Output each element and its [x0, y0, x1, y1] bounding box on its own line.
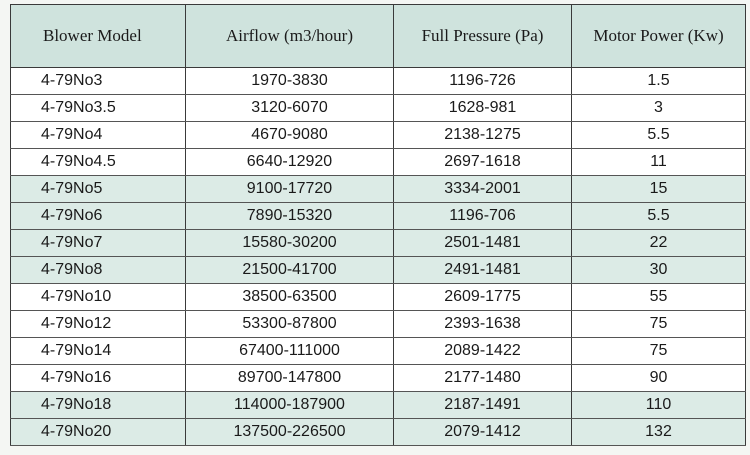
cell-motor-power: 1.5	[572, 68, 746, 95]
table-row	[11, 95, 746, 122]
cell-full-pressure: 2079-1412	[394, 419, 572, 446]
table-row	[11, 284, 746, 311]
cell-motor-power: 132	[572, 419, 746, 446]
cell-blower-model: 4-79No18	[11, 392, 186, 419]
cell-full-pressure: 1196-726	[394, 68, 572, 95]
cell-motor-power: 75	[572, 338, 746, 365]
table-row	[11, 392, 746, 419]
cell-airflow: 1970-3830	[186, 68, 394, 95]
cell-motor-power: 11	[572, 149, 746, 176]
header-row	[11, 5, 746, 68]
cell-motor-power: 75	[572, 311, 746, 338]
cell-blower-model: 4-79No10	[11, 284, 186, 311]
table-row	[11, 257, 746, 284]
cell-full-pressure: 2697-1618	[394, 149, 572, 176]
cell-airflow: 4670-9080	[186, 122, 394, 149]
cell-full-pressure: 2393-1638	[394, 311, 572, 338]
cell-airflow: 21500-41700	[186, 257, 394, 284]
cell-blower-model: 4-79No3	[11, 68, 186, 95]
header-airflow: Airflow (m3/hour)	[186, 5, 394, 68]
cell-full-pressure: 2138-1275	[394, 122, 572, 149]
cell-motor-power: 15	[572, 176, 746, 203]
table-body	[11, 68, 746, 446]
cell-full-pressure: 2187-1491	[394, 392, 572, 419]
cell-blower-model: 4-79No7	[11, 230, 186, 257]
cell-blower-model: 4-79No5	[11, 176, 186, 203]
header-blower-model: Blower Model	[11, 5, 186, 68]
cell-motor-power: 30	[572, 257, 746, 284]
cell-motor-power: 22	[572, 230, 746, 257]
cell-airflow: 9100-17720	[186, 176, 394, 203]
table-row	[11, 311, 746, 338]
table-row	[11, 149, 746, 176]
cell-motor-power: 110	[572, 392, 746, 419]
cell-blower-model: 4-79No4	[11, 122, 186, 149]
cell-motor-power: 5.5	[572, 122, 746, 149]
cell-full-pressure: 1628-981	[394, 95, 572, 122]
cell-full-pressure: 3334-2001	[394, 176, 572, 203]
cell-blower-model: 4-79No3.5	[11, 95, 186, 122]
cell-blower-model: 4-79No20	[11, 419, 186, 446]
table-row	[11, 365, 746, 392]
blower-spec-table	[10, 4, 746, 446]
cell-airflow: 15580-30200	[186, 230, 394, 257]
cell-blower-model: 4-79No14	[11, 338, 186, 365]
cell-motor-power: 3	[572, 95, 746, 122]
cell-airflow: 114000-187900	[186, 392, 394, 419]
cell-airflow: 53300-87800	[186, 311, 394, 338]
cell-airflow: 67400-111000	[186, 338, 394, 365]
cell-blower-model: 4-79No8	[11, 257, 186, 284]
cell-blower-model: 4-79No16	[11, 365, 186, 392]
cell-full-pressure: 2501-1481	[394, 230, 572, 257]
cell-airflow: 6640-12920	[186, 149, 394, 176]
cell-full-pressure: 2177-1480	[394, 365, 572, 392]
cell-airflow: 3120-6070	[186, 95, 394, 122]
table-row	[11, 230, 746, 257]
cell-full-pressure: 2089-1422	[394, 338, 572, 365]
cell-airflow: 38500-63500	[186, 284, 394, 311]
cell-blower-model: 4-79No6	[11, 203, 186, 230]
cell-motor-power: 5.5	[572, 203, 746, 230]
cell-motor-power: 55	[572, 284, 746, 311]
table-row	[11, 122, 746, 149]
cell-airflow: 7890-15320	[186, 203, 394, 230]
table-row	[11, 203, 746, 230]
cell-blower-model: 4-79No4.5	[11, 149, 186, 176]
header-full-pressure: Full Pressure (Pa)	[394, 5, 572, 68]
cell-airflow: 89700-147800	[186, 365, 394, 392]
cell-full-pressure: 2491-1481	[394, 257, 572, 284]
cell-full-pressure: 2609-1775	[394, 284, 572, 311]
cell-full-pressure: 1196-706	[394, 203, 572, 230]
table-row	[11, 176, 746, 203]
cell-airflow: 137500-226500	[186, 419, 394, 446]
table-row	[11, 68, 746, 95]
table-row	[11, 419, 746, 446]
table-row	[11, 338, 746, 365]
header-motor-power: Motor Power (Kw)	[572, 5, 746, 68]
cell-motor-power: 90	[572, 365, 746, 392]
cell-blower-model: 4-79No12	[11, 311, 186, 338]
